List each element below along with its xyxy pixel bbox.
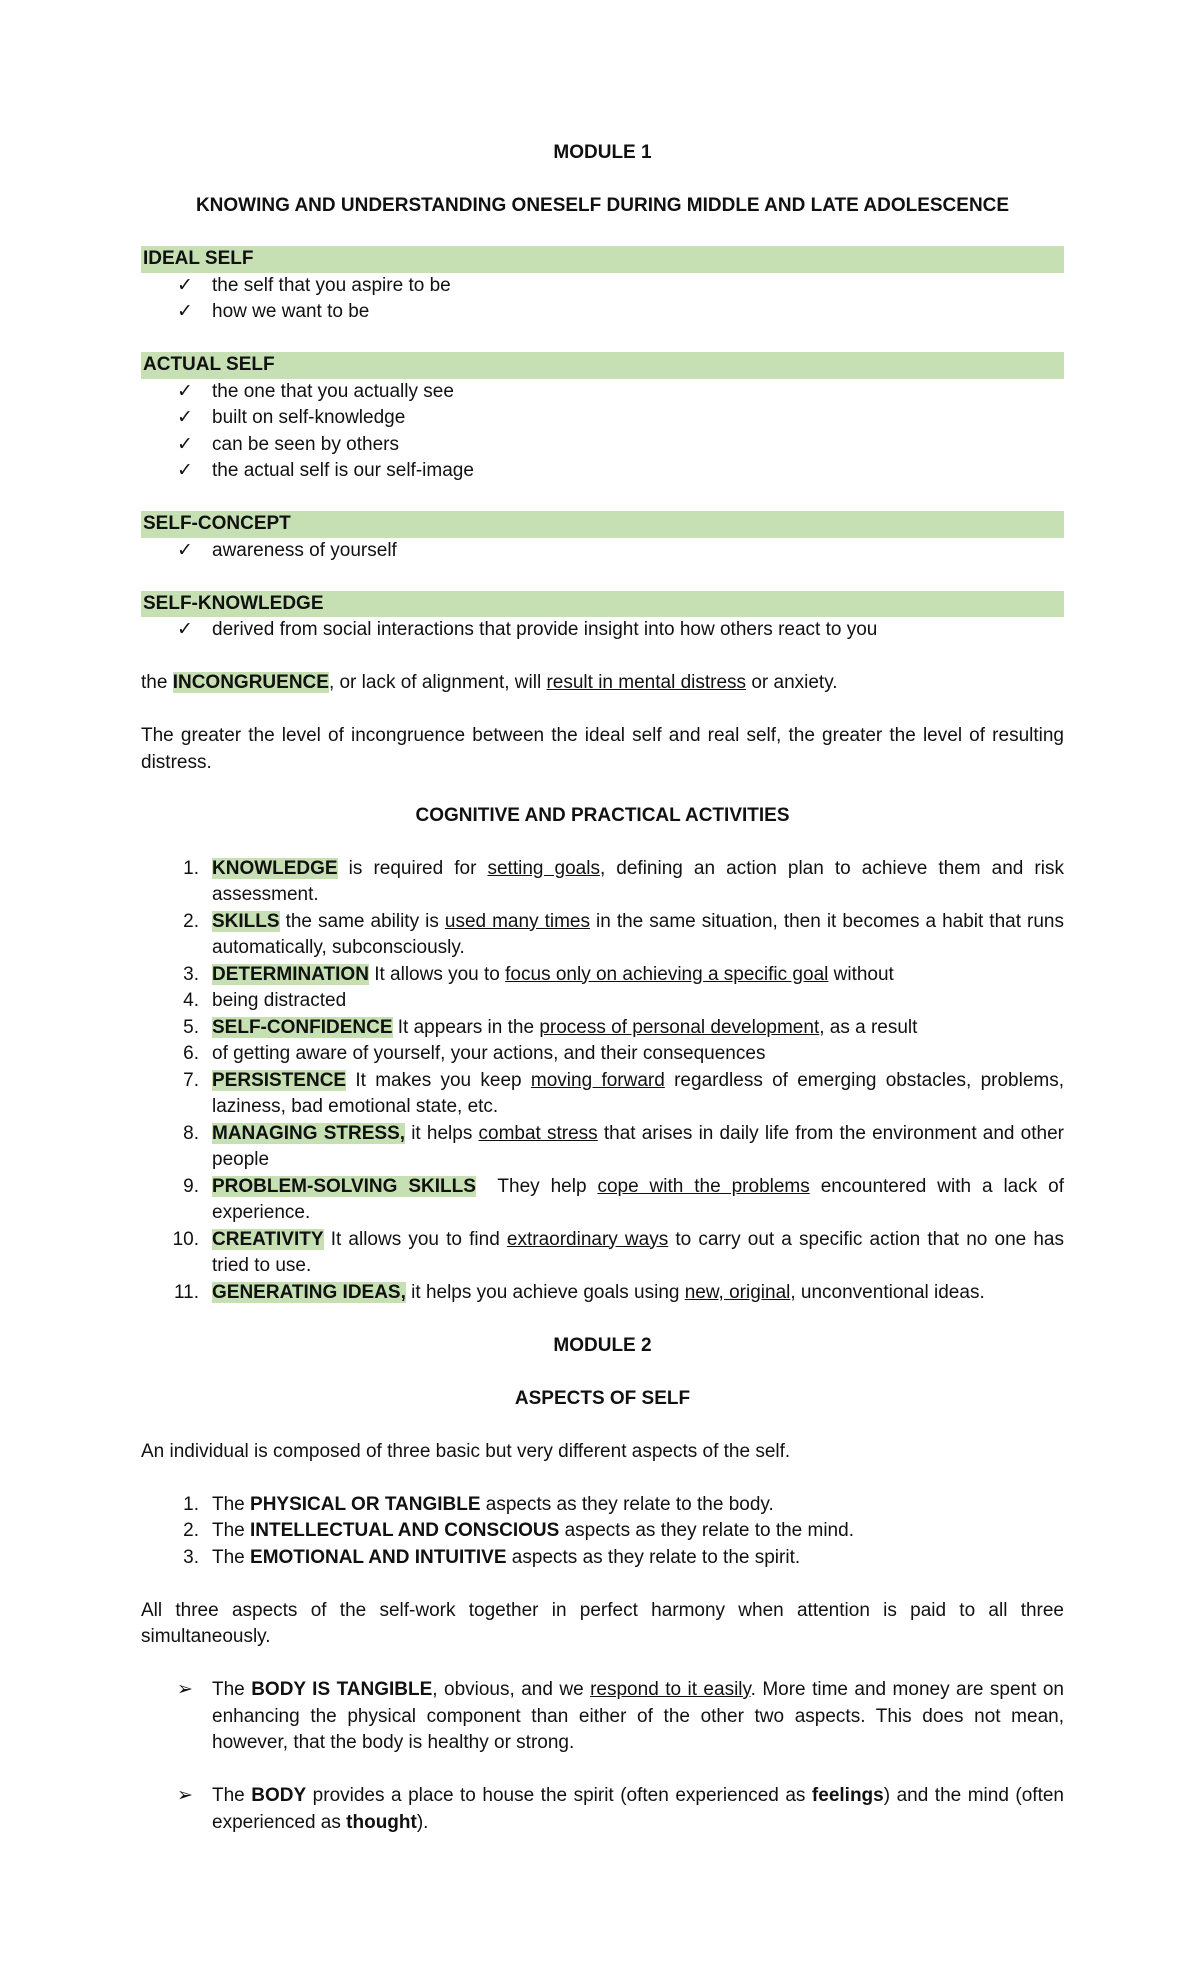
arrow-bullet-icon: ➢ — [177, 1679, 193, 1700]
list-item: ✓ the one that you actually see — [141, 379, 1064, 406]
aspect-item: 1. The PHYSICAL OR TANGIBLE aspects as they relate to the body. — [183, 1493, 774, 1515]
document-content — [141, 140, 1064, 1836]
list-item: ✓ derived from social interactions that provide insight into how others react to you — [141, 617, 1064, 644]
aspects-list — [141, 1492, 1064, 1572]
activity-item: 10. CREATIVITY It allows you to find extraordinary ways to carry out a specific action that no one has tried to use. — [172, 1228, 1064, 1276]
checkmark-icon: ✓ — [177, 460, 193, 481]
activity-item: 1. KNOWLEDGE is required for setting goals, defining an action plan to achieve them and risk assessment. — [183, 857, 1064, 905]
module1-title: MODULE 1 — [553, 142, 652, 163]
activity-item: 4. being distracted — [183, 990, 347, 1011]
list-item: ✓ the actual self is our self-image — [141, 458, 1064, 485]
activities-title: COGNITIVE AND PRACTICAL ACTIVITIES — [415, 804, 790, 826]
bullet-item: ➢ The BODY IS TANGIBLE, obvious, and we respond to it easily. More time and money are spent on enhancing the physical component than either of the other two aspects. This does not mean, however, that the body is healthy or strong. — [177, 1679, 1064, 1753]
module2-title: MODULE 2 — [553, 1334, 652, 1356]
list-item: ✓ the self that you aspire to be — [141, 273, 1064, 300]
activities-list — [141, 856, 1064, 1307]
incongruence-term: INCONGRUENCE — [172, 672, 329, 693]
module2-intro: An individual is composed of three basic but very different aspects of the self. — [141, 1440, 791, 1462]
underlined-phrase: result in mental distress — [546, 672, 747, 693]
ideal-self-list — [141, 273, 1064, 326]
checkmark-icon: ✓ — [177, 539, 193, 561]
checkmark-icon: ✓ — [177, 619, 193, 640]
section-heading-ideal-self: IDEAL SELF — [141, 246, 1064, 273]
activity-item: 8. MANAGING STRESS, it helps combat stress that arises in daily life from the environment and other people — [183, 1122, 1064, 1170]
aspect-item: 3. The EMOTIONAL AND INTUITIVE aspects as they relate to the spirit. — [183, 1546, 801, 1568]
actual-self-list — [141, 379, 1064, 485]
list-item: ✓ built on self-knowledge — [141, 405, 1064, 432]
module1-subtitle: KNOWING AND UNDERSTANDING ONESELF DURING MIDDLE AND LATE ADOLESCENCE — [195, 195, 1010, 216]
self-knowledge-list — [141, 617, 1064, 644]
harmony-paragraph: All three aspects of the self-work together in perfect harmony when attention is paid to all three simultaneously. — [141, 1599, 1064, 1647]
checkmark-icon: ✓ — [177, 274, 193, 296]
activity-item: 7. PERSISTENCE It makes you keep moving forward regardless of emerging obstacles, problems, laziness, bad emotional state, etc. — [183, 1069, 1064, 1117]
activity-item: 6. of getting aware of yourself, your actions, and their consequences — [183, 1043, 766, 1064]
aspect-item: 2. The INTELLECTUAL AND CONSCIOUS aspects as they relate to the mind. — [183, 1520, 854, 1541]
checkmark-icon: ✓ — [177, 407, 193, 428]
incongruence-paragraph: the INCONGRUENCE, or lack of alignment, will result in mental distress or anxiety. — [141, 672, 838, 693]
section-heading-actual-self: ACTUAL SELF — [141, 352, 1064, 379]
list-item: ✓ can be seen by others — [141, 432, 1064, 459]
arrow-bullet-icon: ➢ — [177, 1785, 193, 1806]
module2-subtitle: ASPECTS OF SELF — [514, 1387, 691, 1409]
section-heading-self-knowledge: SELF-KNOWLEDGE — [141, 591, 1064, 618]
body-bullet-list — [141, 1677, 1064, 1757]
body-bullet-list-2 — [141, 1783, 1064, 1836]
checkmark-icon: ✓ — [177, 301, 193, 322]
checkmark-icon: ✓ — [177, 380, 193, 402]
activity-item: 5. SELF-CONFIDENCE It appears in the process of personal development, as a result — [183, 1016, 918, 1038]
distress-paragraph: The greater the level of incongruence between the ideal self and real self, the greater the level of resulting distress. — [141, 725, 1064, 773]
section-heading-self-concept: SELF-CONCEPT — [141, 511, 1064, 538]
activity-item: 9. PROBLEM-SOLVING SKILLS They help cope with the problems encountered with a lack of experience. — [183, 1175, 1065, 1223]
activity-item: 2. SKILLS the same ability is used many times in the same situation, then it becomes a habit that runs automatically, subconsciously. — [183, 910, 1064, 958]
checkmark-icon: ✓ — [177, 433, 193, 455]
list-item: ✓ awareness of yourself — [141, 538, 1064, 565]
activity-item: 11. GENERATING IDEAS, it helps you achieve goals using new, original, unconventional ideas. — [173, 1281, 985, 1303]
activity-item: 3. DETERMINATION It allows you to focus only on achieving a specific goal without — [183, 963, 894, 985]
list-item: ✓ how we want to be — [141, 299, 1064, 326]
self-concept-list — [141, 538, 1064, 565]
bullet-item: ➢ The BODY provides a place to house the spirit (often experienced as feelings) and the mind (often experienced as thought). — [177, 1785, 1064, 1833]
